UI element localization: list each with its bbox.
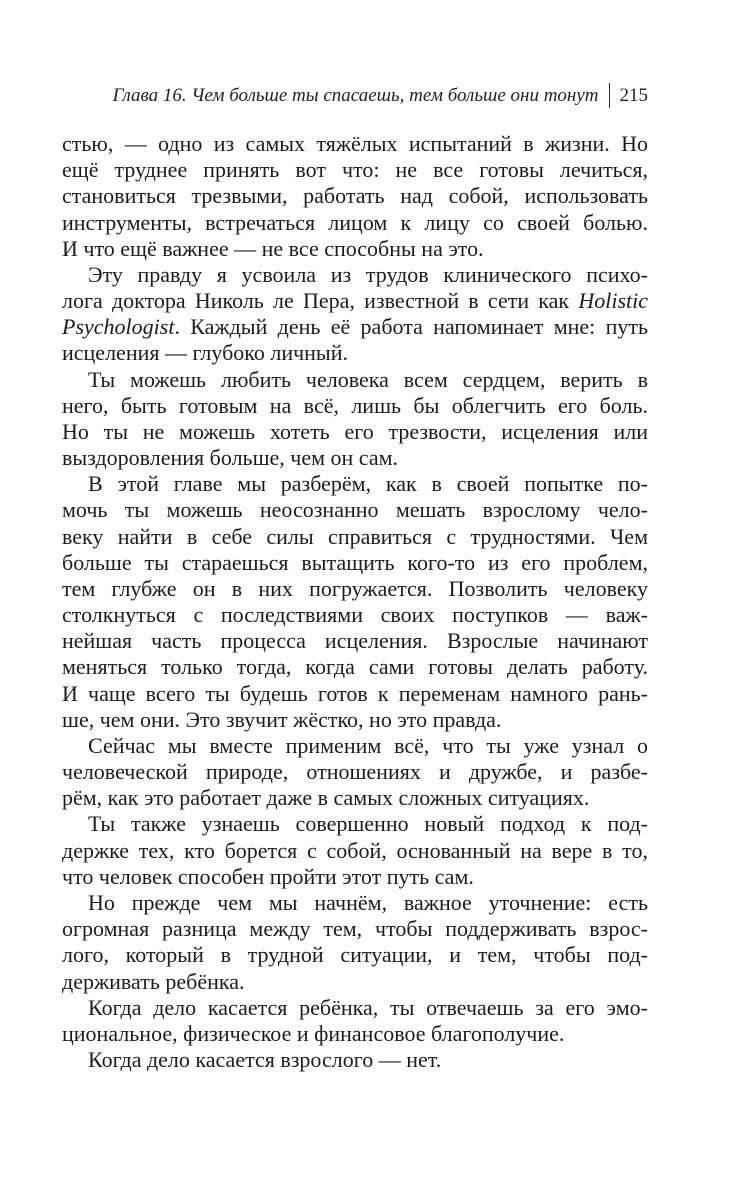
text-line: Когда дело касается взрослого — нет.	[88, 1047, 442, 1073]
text-line: становиться трезвыми, работать над собой, использовать	[62, 183, 648, 209]
paragraph	[62, 367, 648, 472]
text-line: рём, как это работает даже в самых сложных ситуациях.	[62, 785, 590, 811]
text-line: лого, который в трудной ситуации, и тем, чтобы под-	[62, 942, 648, 968]
text-line: человеческой природе, отношениях и дружбе, и разбе-	[62, 759, 648, 785]
text-line: больше ты стараешься вытащить кого-то из его проблем,	[62, 549, 648, 575]
text-line: выздоровления больше, чем он сам.	[62, 445, 399, 471]
text-line: И что ещё важнее — не все способны на это.	[62, 235, 484, 261]
paragraph	[62, 131, 648, 262]
text-line: Ты также узнаешь совершенно новый подход к под-	[88, 811, 648, 837]
chapter-running-title: Глава 16. Чем больше ты спасаешь, тем больше они тонут	[112, 85, 599, 106]
text-line: Сейчас мы вместе применим всё, что ты уже узнал о	[88, 732, 648, 758]
text-line: Но прежде чем мы начнём, важное уточнение: есть	[88, 889, 648, 915]
paragraph	[62, 1047, 648, 1073]
header-separator-line	[609, 83, 610, 108]
text-line: ше, чем они. Это звучит жёстко, но это правда.	[62, 706, 502, 732]
text-line: лога доктора Николь ле Пера, известной в сети как Holistic	[62, 288, 648, 314]
text-line: мочь ты можешь неосознанно мешать взрослому чело-	[62, 497, 648, 523]
text-block	[62, 131, 648, 1073]
text-line: ещё труднее принять вот что: не все готовы лечиться,	[62, 157, 648, 183]
text-line: Когда дело касается ребёнка, ты отвечаешь за его эмо-	[88, 994, 648, 1020]
text-line: Psychologist. Каждый день её работа напоминает мне: путь	[62, 314, 648, 340]
text-line: Ты можешь любить человека всем сердцем, верить в	[88, 366, 648, 392]
text-line: В этой главе мы разберём, как в своей попытке по-	[88, 471, 648, 497]
page-number: 215	[619, 85, 648, 106]
text-line: огромная разница между тем, чтобы поддерживать взрос-	[62, 916, 648, 942]
text-line: столкнуться с последствиями своих поступков — важ-	[62, 602, 648, 628]
text-line: него, быть готовым на всё, лишь бы облегчить его боль.	[62, 392, 648, 418]
text-line: Эту правду я усвоила из трудов клинического психо-	[88, 261, 648, 287]
paragraph	[62, 995, 648, 1047]
page-header	[113, 82, 648, 109]
text-line: меняться только тогда, когда сами готовы делать работу.	[62, 654, 648, 680]
text-line: Но ты не можешь хотеть его трезвости, исцеления или	[62, 418, 648, 444]
text-line: стью, — одно из самых тяжёлых испытаний в жизни. Но	[62, 131, 648, 156]
text-line: циональное, физическое и финансовое благополучие.	[62, 1020, 565, 1046]
text-line: держке тех, кто борется с собой, основанный на вере в то,	[62, 837, 648, 863]
paragraph	[62, 262, 648, 367]
text-line: нейшая часть процесса исцеления. Взрослые начинают	[62, 628, 648, 654]
paragraph	[62, 811, 648, 890]
text-line: тем глубже он в них погружается. Позволить человеку	[62, 575, 648, 601]
text-line: веку найти в себе силы справиться с трудностями. Чем	[62, 523, 648, 549]
text-line: держивать ребёнка.	[62, 968, 245, 994]
text-line: что человек способен пройти этот путь сам.	[62, 863, 474, 889]
text-line: исцеления — глубоко личный.	[62, 340, 348, 366]
paragraph	[62, 733, 648, 812]
paragraph	[62, 890, 648, 995]
text-line: И чаще всего ты будешь готов к переменам намного рань-	[62, 680, 648, 706]
text-line: инструменты, встречаться лицом к лицу со своей болью.	[62, 209, 648, 235]
paragraph	[62, 471, 648, 733]
